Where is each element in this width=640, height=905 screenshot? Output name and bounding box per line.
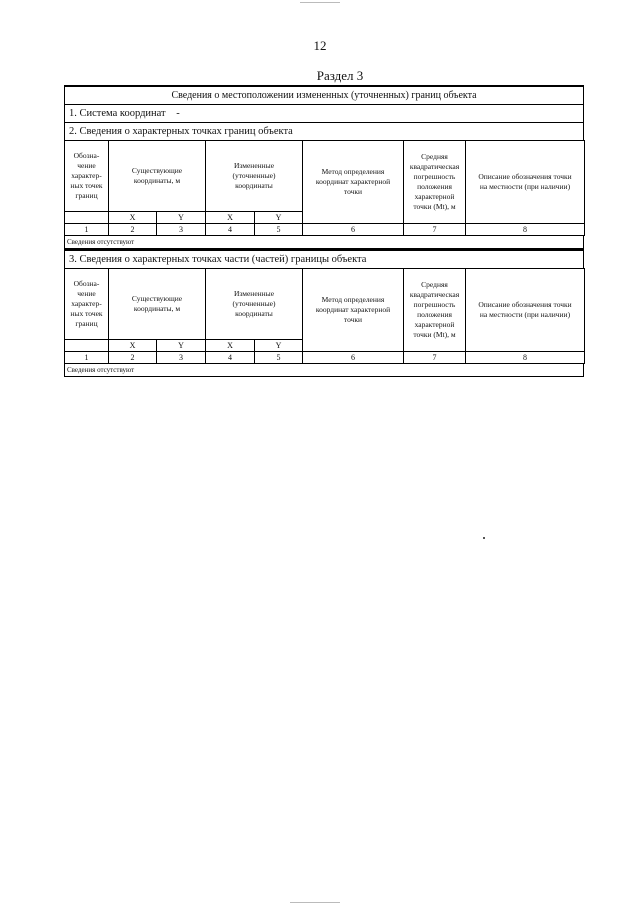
scan-speck bbox=[483, 537, 485, 539]
col-number: 7 bbox=[404, 352, 466, 364]
header-method: Метод определения координат характерной точки bbox=[303, 269, 404, 352]
page-number: 12 bbox=[313, 38, 327, 53]
col-number: 6 bbox=[303, 224, 404, 236]
header-description: Описание обозначения точки на местности (при наличии) bbox=[466, 269, 585, 352]
xy-cell: Y bbox=[255, 212, 303, 224]
section-title: Раздел 3 bbox=[316, 68, 364, 83]
col-number: 8 bbox=[466, 352, 585, 364]
scan-top-mark bbox=[300, 2, 340, 3]
table1-title: 2. Сведения о характерных точках границ объекта bbox=[64, 122, 584, 140]
coord-system-value: - bbox=[176, 108, 180, 119]
col-number: 2 bbox=[109, 352, 157, 364]
header-designation: Обозна- чение характер- ных точек границ bbox=[65, 141, 109, 212]
header-existing: Существующие координаты, м bbox=[109, 141, 206, 212]
header-designation: Обозна- чение характер- ных точек границ bbox=[65, 269, 109, 340]
header-error: Средняя квадратическая погрешность положения характерной точки (Mt), м bbox=[404, 269, 466, 352]
xy-cell: Y bbox=[157, 212, 206, 224]
header-error: Средняя квадратическая погрешность положения характерной точки (Mt), м bbox=[404, 141, 466, 224]
coord-system-row bbox=[64, 104, 584, 122]
xy-cell: X bbox=[206, 212, 255, 224]
xy-cell: X bbox=[109, 340, 157, 352]
col-number: 1 bbox=[65, 352, 109, 364]
col-number: 4 bbox=[206, 224, 255, 236]
header-existing: Существующие координаты, м bbox=[109, 269, 206, 340]
xy-cell: Y bbox=[255, 340, 303, 352]
coord-system-label: 1. Система координат bbox=[69, 108, 166, 119]
header-changed: Измененные (уточненные) координаты bbox=[206, 141, 303, 212]
header-method: Метод определения координат характерной точки bbox=[303, 141, 404, 224]
col-number: 8 bbox=[466, 224, 585, 236]
col-number: 5 bbox=[255, 352, 303, 364]
xy-cell: X bbox=[206, 340, 255, 352]
xy-blank bbox=[65, 212, 109, 224]
col-number: 6 bbox=[303, 352, 404, 364]
table2-title: 3. Сведения о характерных точках части (частей) границы объекта bbox=[64, 249, 584, 268]
header-changed: Измененные (уточненные) координаты bbox=[206, 269, 303, 340]
col-number: 7 bbox=[404, 224, 466, 236]
table1-header-row bbox=[65, 141, 585, 212]
table1-note: Сведения отсутствуют bbox=[64, 236, 584, 249]
col-number: 1 bbox=[65, 224, 109, 236]
col-number: 4 bbox=[206, 352, 255, 364]
table1 bbox=[64, 140, 585, 236]
table2-note: Сведения отсутствуют bbox=[64, 364, 584, 377]
doc-title: Сведения о местоположении измененных (уточненных) границ объекта bbox=[64, 85, 584, 104]
table2-header-row bbox=[65, 269, 585, 340]
xy-blank bbox=[65, 340, 109, 352]
table2-number-row bbox=[65, 352, 585, 364]
col-number: 2 bbox=[109, 224, 157, 236]
col-number: 5 bbox=[255, 224, 303, 236]
table2 bbox=[64, 268, 585, 364]
document-body bbox=[64, 85, 584, 377]
table1-number-row bbox=[65, 224, 585, 236]
header-description: Описание обозначения точки на местности (при наличии) bbox=[466, 141, 585, 224]
xy-cell: X bbox=[109, 212, 157, 224]
col-number: 3 bbox=[157, 352, 206, 364]
col-number: 3 bbox=[157, 224, 206, 236]
scan-bottom-mark bbox=[290, 902, 340, 903]
xy-cell: Y bbox=[157, 340, 206, 352]
